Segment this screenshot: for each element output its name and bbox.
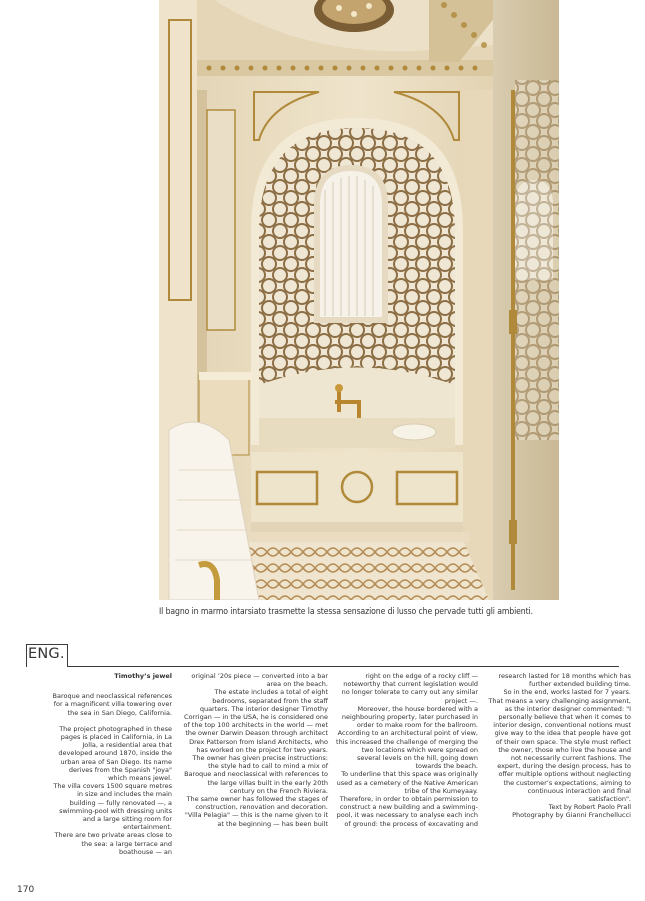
section-divider (27, 666, 619, 667)
article-column-3 (336, 672, 478, 828)
article-paragraph: There are two private areas close to the sea: a large terrace and boathouse — an (54, 831, 172, 856)
article-column-4 (488, 672, 631, 820)
section-label: ENG. (28, 646, 65, 662)
article-intro: Baroque and neoclassical references for a magnificent villa towering over the sea in San Diego, California. (52, 692, 172, 717)
article-paragraph: original ’20s piece — converted into a bar area on the beach. (191, 672, 328, 689)
page-number: 170 (17, 885, 35, 895)
photo-caption: Il bagno in marmo intarsiato trasmette la stessa sensazione di lusso che pervade tutti gli ambienti. (159, 607, 533, 617)
article-column-1 (50, 672, 172, 856)
article-paragraph: The same owner has followed the stages of construction, renovation and decoration. "Villa Pelagia" — this is the name given to it at the beginning — has been built (184, 795, 328, 828)
article-paragraph: To underline that this space was originally used as a cemetery of the Native American tribe of the Kumeyaay. (336, 770, 478, 795)
article-paragraph: Therefore, in order to obtain permission to construct a new building and a swimming-pool, it was necessary to analyse each inch of ground: the process of excavating and (336, 795, 478, 828)
article-paragraph: research lasted for 18 months which has further extended building time. (498, 672, 631, 689)
article-column-2 (182, 672, 328, 828)
article-heading: Timothy’s jewel (114, 672, 172, 680)
article-paragraph: Moreover, the house bordered with a neighbouring property, later purchased in order to make room for the ballroom. According to an architectural point of view, this increased the challenge of merging the two locations which were spread on several levels on the hill, going down towards the beach. (336, 704, 478, 771)
article-paragraph: The owner has given precise instructions: the style had to call to mind a mix of Baroque and neoclassical with references to the large villas built in the early 20th century on the French Riviera. (184, 754, 328, 795)
article-paragraph: The project photographed in these pages is placed in California, in La Jolla, a residential area that developed around 1870, inside the urban area of San Diego. Its name derives from the Spanish "joya" which means jewel. (58, 724, 172, 783)
text-credit: Text by Robert Paolo Prall (548, 803, 631, 812)
article-paragraph: The estate includes a total of eight bedrooms, separated from the staff quarters. The interior designer Timothy Corrigan — in the USA, he is considered one of the top 100 architects in the world — met the owner Darwin Deason through architect Drex Patterson from Island Architects, who has worked on the project for two years. (183, 688, 328, 754)
article-paragraph: So in the end, works lasted for 7 years. That means a very challenging assignment, as the interior designer commented: "I personally believe that when it comes to interior design, conventional notions must give way to the idea that people have got of their own space. The style must reflect the owner, those who live the house and not necessarily current fashions. The expert, during the design process, has to offer multiple options without neglecting the customer’s expectations, aiming to continuous interaction and final satisfaction". (488, 688, 631, 804)
article-paragraph: right on the edge of a rocky cliff — noteworthy that current legislation would no longer tolerate to carry out any similar project —. (341, 672, 478, 705)
bathroom-photo (159, 0, 559, 600)
photo-credit: Photography by Gianni Franchellucci (512, 811, 631, 820)
article-paragraph: The villa covers 1500 square metres in size and includes the main building — fully renovated —, a swimming-pool with dressing units and a large sitting room for entertainment. (53, 782, 172, 832)
